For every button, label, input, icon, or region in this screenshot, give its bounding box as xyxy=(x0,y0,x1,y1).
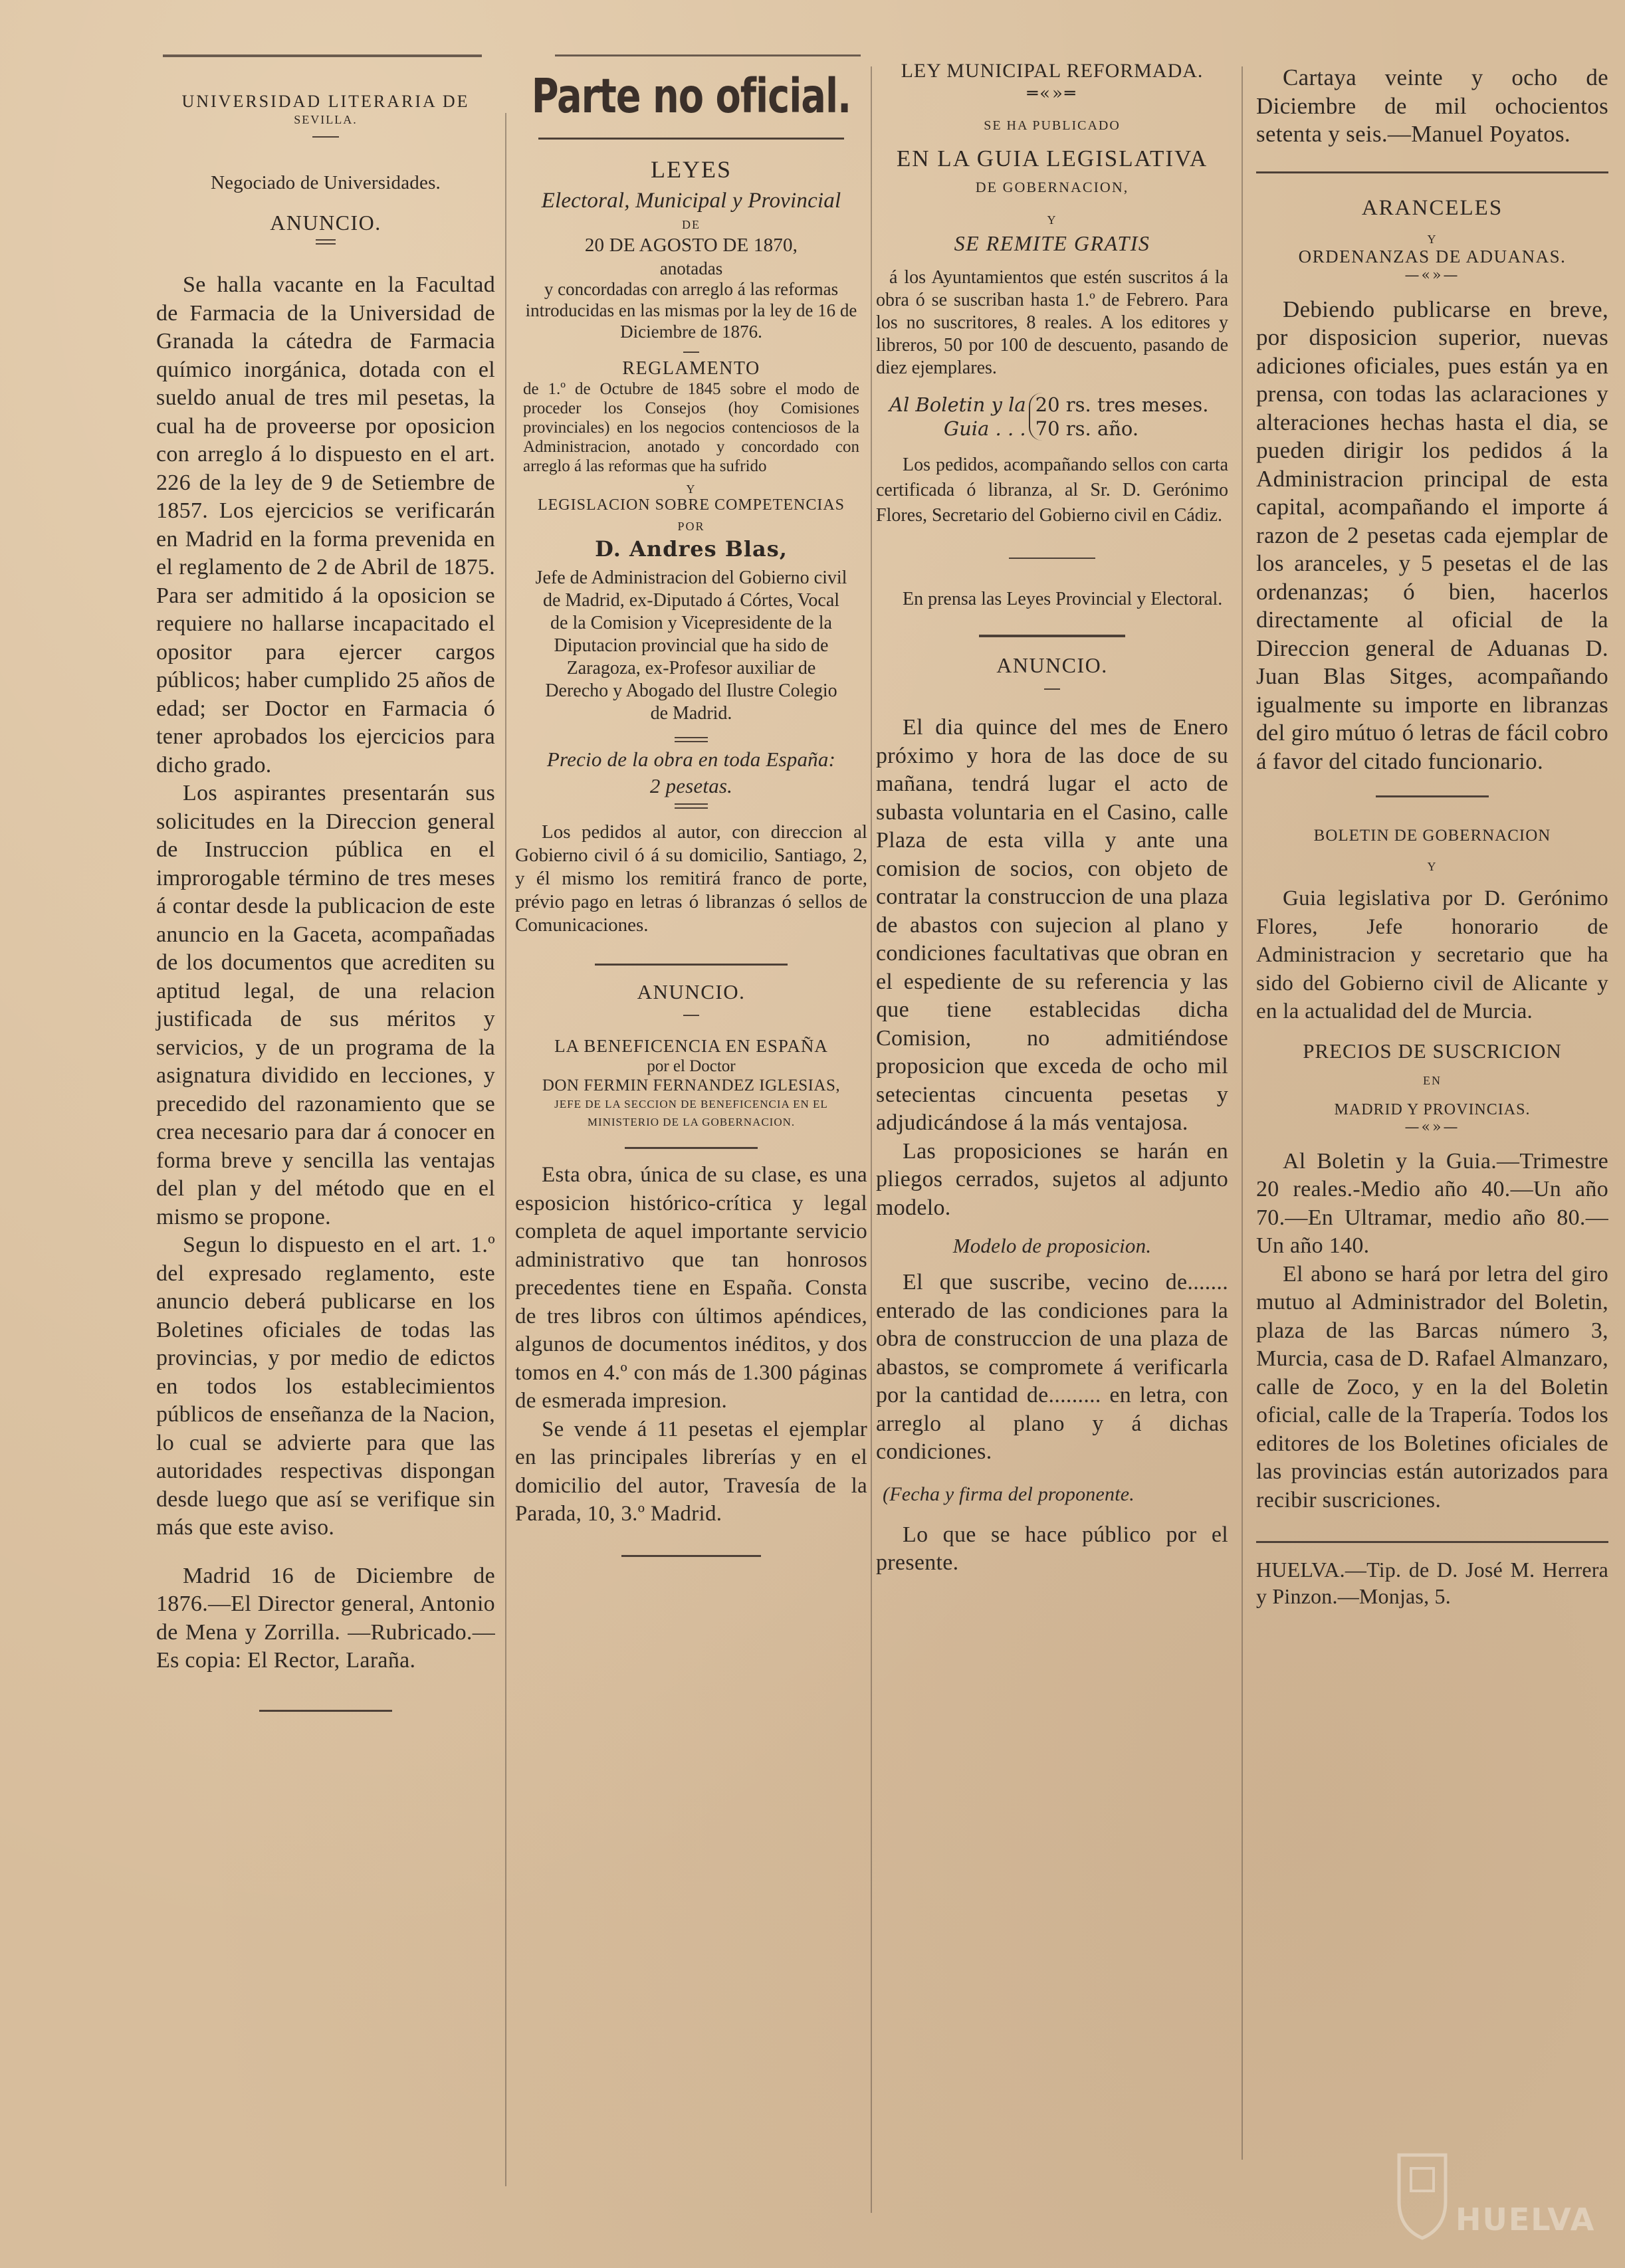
notice-paragraph: Cartaya veinte y ocho de Diciembre de mil ochocientos setenta y seis.—Manuel Poyatos. xyxy=(1256,64,1608,147)
ad-text: Y xyxy=(1427,860,1438,873)
ad-title: LEY MUNICIPAL REFORMADA. xyxy=(901,60,1204,82)
section-banner: Parte no oficial. xyxy=(531,68,851,124)
divider xyxy=(621,1555,761,1557)
divider xyxy=(316,239,336,245)
ad-text: á los Ayuntamientos que estén suscritos á la obra ó se suscriban hasta 1.º de Febrero. Para los no suscritores, 8 reales. A los editores y libreros, 50 por 100 de descuento, pasando de diez ejemplares. xyxy=(876,267,1228,378)
ad-text: DE xyxy=(682,218,701,231)
column-4 xyxy=(1256,47,1608,1609)
ad-text: Y xyxy=(686,482,697,496)
price-label: Precio de la obra en toda España: xyxy=(546,748,836,771)
signature-line: (Fecha y firma del proponente. xyxy=(883,1483,1135,1505)
ad-title: REGLAMENTO xyxy=(622,358,760,379)
divider xyxy=(1256,171,1608,173)
notice-paragraph: Las proposiciones se harán en pliegos cerrados, sujetos al adjunto modelo. xyxy=(876,1138,1228,1220)
author-description: Jefe de Administracion del Gobierno civil de Madrid, ex-Diputado á Córtes, Vocal de la Comision y Vicepresidente de la Diputacion provincial que ha sido de Zaragoza, ex-Profesor auxiliar de Derecho y Abogado del Ilustre Colegio de Madrid. xyxy=(535,567,847,724)
ad-text: DE GOBERNACION, xyxy=(975,179,1129,195)
notice-paragraph: El dia quince del mes de Enero próximo y hora de las doce de su mañana, tendrá lugar el acto de subasta voluntaria en el Casino, calle Plaza de esta villa y ante una comision de socios, con objeto de contratar la construccion de una plaza de abastos con sujecion al plano y condiciones facultativas que obran en el espediente de su referencia y las que tiene establecidas dicha Comision, no admitiéndose proposicion que exceda de ocho mil setecientas cincuenta pesetas y adjudicándose á la más ventajosa. xyxy=(876,715,1228,1135)
model-title: Modelo de proposicion. xyxy=(952,1234,1152,1257)
ad-text: Los pedidos, acompañando sellos con carta certificada ó libranza, al Sr. D. Gerónimo Flores, Secretario del Gobierno civil en Cádiz. xyxy=(876,455,1228,526)
price-label: Al Boletin y la xyxy=(889,393,1026,416)
author-description: JEFE DE LA SECCION DE BENEFICENCIA EN EL MINISTERIO DE LA GOBERNACION. xyxy=(554,1098,828,1128)
notice-paragraph: Se halla vacante en la Facultad de Farmacia de la Universidad de Granada la cátedra de Farmacia químico inorgánica, dotada con el sueldo anual de tres mil pesetas, la cual ha de proveerse por oposicion con arreglo á lo dispuesto en el art. 226 de la ley de 9 de Setiembre de 1857. Los ejercicios se verificarán en Madrid en la forma prevenida en el reglamento de 2 de Abril de 1875. Para ser admitido á la oposicion se requiere no hallarse incapacitado el opositor para ejercer cargos públicos; haber cumplido 25 años de edad; ser Doctor en Farmacia ó tener aprobados los ejercicios para dicho grado. xyxy=(156,272,496,777)
notice-title: ANUNCIO. xyxy=(270,211,381,235)
ad-text: Los pedidos al autor, con direccion al Gobierno civil ó á su domicilio, Santiago, 2, y él mismo los remitirá franco de porte, prévio pago en letras ó libranzas ó sellos de Comunicaciones. xyxy=(515,821,867,936)
author-name: DON FERMIN FERNANDEZ IGLESIAS, xyxy=(542,1077,841,1094)
notice-paragraph: El que suscribe, vecino de....... enterado de las condiciones para la obra de construccion de una plaza de abastos, se compromete á verificarla por la cantidad de......... en letra, con arreglo al plano y á dichas condiciones. xyxy=(876,1270,1228,1464)
ad-title: LEGISLACION SOBRE COMPETENCIAS xyxy=(537,496,845,514)
ad-title: BOLETIN DE GOBERNACION xyxy=(1313,827,1551,845)
author-name: D. Andres Blas, xyxy=(595,536,788,562)
ad-title: SE REMITE GRATIS xyxy=(954,231,1150,255)
ornament: ═«»═ xyxy=(1027,84,1077,104)
column-2 xyxy=(515,47,867,1557)
divider xyxy=(1009,558,1095,559)
column-3 xyxy=(876,47,1228,1578)
watermark-text: HUELVA xyxy=(1456,2202,1596,2237)
ad-title: EN LA GUIA LEGISLATIVA xyxy=(896,146,1208,171)
ad-title-leyes: LEYES xyxy=(651,156,732,183)
ad-text: Al Boletin y la Guia.—Trimestre 20 reales.-Medio año 40.—Un año 70.—En Ultramar, medio año 80.—Un año 140. xyxy=(1256,1148,1608,1258)
divider xyxy=(683,1015,699,1016)
ad-text: POR xyxy=(677,520,705,533)
divider xyxy=(979,635,1125,637)
divider xyxy=(1376,795,1489,797)
notice-paragraph: Segun lo dispuesto en el art. 1.º del expresado reglamento, este anuncio deberá publicarse en los Boletines oficiales de todas las provincias, y por medio de edictos en todos los establecimientos públicos de enseñanza de la Nacion, lo cual se advierte para que las autoridades respectivas dispongan desde luego que así se verifique sin más que este aviso. xyxy=(156,1233,495,1540)
ad-text: Esta obra, única de su clase, es una esposicion histórico-crítica y legal completa de aquel importante servicio administrativo que tan honrosos precedentes tiene en España. Consta de tres libros con últimos apéndices, algunos de documentos inéditos, y dos tomos en 4.º con más de 1.300 páginas de esmerada impresion. xyxy=(515,1163,867,1413)
ad-text: EN xyxy=(1423,1073,1442,1087)
divider xyxy=(675,803,708,809)
divider xyxy=(538,138,844,140)
university-header: UNIVERSIDAD LITERARIA DE xyxy=(181,92,470,111)
column-divider-1 xyxy=(505,113,506,2186)
divider xyxy=(312,136,339,138)
ad-text: Y xyxy=(1047,213,1057,227)
ad-text: Y xyxy=(1427,232,1438,246)
price-value: 20 rs. tres meses. xyxy=(1035,393,1209,416)
ad-subtitle: Electoral, Municipal y Provincial xyxy=(541,189,841,213)
notice-paragraph: Lo que se hace público por el presente. xyxy=(876,1522,1228,1575)
university-city: SEVILLA. xyxy=(294,113,358,126)
column-1 xyxy=(156,47,495,1712)
ornament: —«»— xyxy=(1404,1118,1460,1136)
archive-watermark xyxy=(1386,2142,1596,2241)
price-table xyxy=(876,393,1228,441)
column-divider-3 xyxy=(1242,66,1243,2160)
printer-imprint: HUELVA.—Tip. de D. José M. Herrera y Pinzon.—Monjas, 5. xyxy=(1256,1558,1608,1608)
ad-text: y concordadas con arreglo á las reformas introducidas en las mismas por la ley de 16 de Diciembre de 1876. xyxy=(525,279,857,342)
ad-text: SE HA PUBLICADO xyxy=(984,118,1121,133)
ad-text: En prensa las Leyes Provincial y Electoral. xyxy=(903,589,1223,609)
ad-text: de 1.º de Octubre de 1845 sobre el modo de proceder los Consejos (hoy Comisiones provinciales) en los negocios contenciosos de la Administracion, anotado y concordado con arreglo á las reformas que ha sufrido xyxy=(523,380,859,475)
divider xyxy=(1044,688,1060,690)
divider xyxy=(1256,1541,1608,1543)
price-value: 2 pesetas. xyxy=(649,774,733,797)
ad-text: Se vende á 11 pesetas el ejemplar en las principales librerías y en el domicilio del autor, Travesía de la Parada, 10, 3.º Madrid. xyxy=(515,1417,867,1526)
ad-title: PRECIOS DE SUSCRICION xyxy=(1303,1039,1562,1063)
notice-title: ANUNCIO. xyxy=(996,653,1108,677)
ad-title: ARANCELES xyxy=(1361,195,1503,220)
divider xyxy=(683,352,699,353)
divider xyxy=(595,964,788,966)
ad-title: ORDENANZAS DE ADUANAS. xyxy=(1298,246,1567,266)
notice-paragraph: Los aspirantes presentarán sus solicitudes en la Direccion general de Instruccion pública en el improrogable término de tres meses á contar desde la publicacion de este anuncio en la Gaceta, acompañadas de los documentos que acrediten su aptitud legal, de una relacion justificada de sus méritos y servicios, y de un programa de la asignatura dividido en lecciones, y precedido del razonamiento que se crea necesario para dar á conocer en forma breve y sencilla las ventajas del plan y del método que en el mismo se propone. xyxy=(156,781,495,1229)
ad-date: 20 DE AGOSTO DE 1870, xyxy=(584,235,798,256)
notice-signature: Madrid 16 de Diciembre de 1876.—El Director general, Antonio de Mena y Zorrilla. —Rubricado.—Es copia: El Rector, Laraña. xyxy=(156,1563,495,1673)
ad-text: por el Doctor xyxy=(647,1057,736,1075)
divider xyxy=(675,737,708,742)
column-divider-2 xyxy=(871,66,872,2213)
ornament: —«»— xyxy=(1404,266,1460,284)
notice-title: ANUNCIO. xyxy=(637,980,746,1003)
ad-title: LA BENEFICENCIA EN ESPAÑA xyxy=(554,1036,828,1056)
price-value: 70 rs. año. xyxy=(1035,417,1139,440)
divider xyxy=(259,1710,392,1712)
divider xyxy=(625,1147,758,1149)
ad-text: MADRID Y PROVINCIAS. xyxy=(1334,1100,1531,1118)
ad-text: El abono se hará por letra del giro mutuo al Administrador del Boletin, plaza de las Barcas número 3, Murcia, casa de D. Rafael Almanzaro, calle de Zoco, y en la del Boletin oficial, calle de la Trapería. Todos los editores de los Boletines oficiales de las provincias están autorizados para recibir suscriciones. xyxy=(1256,1261,1609,1512)
ad-text: anotadas xyxy=(659,258,723,278)
section-subhead: Negociado de Universidades. xyxy=(210,172,441,193)
price-label: Guia . . . xyxy=(943,417,1026,440)
ad-text: Debiendo publicarse en breve, por disposicion superior, nuevas adiciones oficiales, pues están ya en prensa, con todas las aclaraciones y alteraciones hechas hasta el dia, se pueden dirigir los pedidos á la Administracion principal de esta capital, acompañando el importe á razon de 2 pesetas cada ejemplar de los aranceles, y 5 pesetas el de las ordenanzas; ó bien, hacerlos directamente al oficial de la Direccion general de Aduanas D. Juan Blas Sitges, acompañando igualmente su importe en libranzas del giro mútuo ó letras de fácil cobro á favor del citado funcionario. xyxy=(1256,296,1608,774)
ad-text: Guia legislativa por D. Gerónimo Flores, Jefe honorario de Administracion y secretario que ha sido del Gobierno civil de Alicante y en la actualidad del de Murcia. xyxy=(1256,886,1608,1023)
